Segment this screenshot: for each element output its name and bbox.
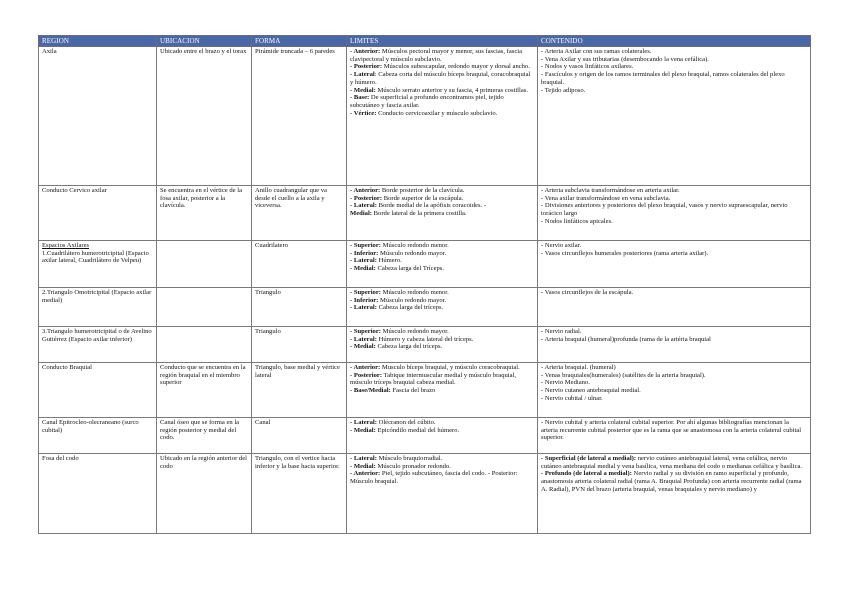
header-forma: FORMA xyxy=(252,36,347,47)
limites-line xyxy=(350,289,534,297)
region-line: Conducto Cervico axilar xyxy=(42,187,107,194)
cell-contenido xyxy=(538,186,811,241)
limites-line xyxy=(350,463,534,471)
limites-text: Borde lateral de la primera costilla. xyxy=(371,210,467,218)
cell-contenido xyxy=(538,418,811,454)
limites-line xyxy=(350,372,534,387)
limites-label: - Base: xyxy=(350,94,370,102)
limites-text: Músculo pronador redondo. xyxy=(375,462,451,470)
header-limites: LIMITES xyxy=(347,36,538,47)
limites-text: Músculos pectoral mayor y menor, sus fascias, fascia clavipectoral y músculo subclavio. xyxy=(350,48,523,63)
limites-text: Olécranon del cúbito. xyxy=(376,419,436,426)
cell-forma xyxy=(252,363,347,418)
limites-text: Músculo redondo menor. xyxy=(380,289,449,296)
limites-text: Conducto cervicoaxilar y músculo subclavio. xyxy=(376,109,498,117)
cell-region xyxy=(39,327,157,363)
header-ubicacion: UBICACION xyxy=(157,36,252,47)
forma-line: Pirámide truncada – 6 paredes xyxy=(255,48,335,55)
contenido-line: - Nervio cubital y arteria colateral cubital superior. Por ahí algunas bibliografías mencionan la arteria recurrente cubital posterior que es la rama que se anastomosa con la arteria colateral cubital superior. xyxy=(541,419,802,442)
limites-line xyxy=(350,470,534,485)
cell-forma xyxy=(252,47,347,186)
limites-label: Medial: xyxy=(350,210,372,218)
contenido-line xyxy=(541,470,807,493)
contenido-line: - Nodos linfáticos apicales. xyxy=(541,217,613,225)
cell-ubicacion xyxy=(157,47,252,186)
ubicacion-line: Se encuentra en el vértice de la fosa axilar, posterior a la clavícula. xyxy=(160,187,243,210)
cell-limites xyxy=(347,241,538,288)
contenido-line: - Fascículos y origen de los ramos terminales del plexo braquial, ramos colaterales del plexo braquial. xyxy=(541,71,785,86)
limites-label: - Medial: xyxy=(350,462,376,470)
limites-label: - Medial: xyxy=(350,343,376,351)
limites-text: Húmero y cabeza lateral del tríceps. xyxy=(376,335,474,343)
ubicacion-line: Ubicado en la región anterior del codo xyxy=(160,455,247,470)
limites-line xyxy=(350,328,534,336)
cell-ubicacion xyxy=(157,327,252,363)
ubicacion-line: Ubicado entre el brazo y el torax xyxy=(160,48,247,55)
cell-contenido xyxy=(538,47,811,186)
cell-limites xyxy=(347,186,538,241)
contenido-line: - Arteria braquial. (humeral) xyxy=(541,364,616,371)
limites-line xyxy=(350,387,534,395)
limites-label: - Vértice: xyxy=(350,109,377,117)
document-sheet xyxy=(38,35,810,534)
limites-label: - Lateral: xyxy=(350,304,377,312)
region-line: Conducto Braquial xyxy=(42,364,92,371)
limites-text: Epicóndilo medial del húmero. xyxy=(375,426,460,434)
table-row xyxy=(39,418,811,454)
limites-text: Músculos subescapular, redondo mayor y dorsal ancho. xyxy=(382,63,530,71)
limites-text: Músculo redondo menor. xyxy=(380,242,449,249)
limites-label: - Lateral xyxy=(350,71,375,79)
limites-label: - Anterior: xyxy=(350,187,381,194)
forma-line: Triangulo, con el vertice hacia inferior y la base hacia superior. xyxy=(255,455,340,470)
limites-text: Músculo redondo mayor. xyxy=(378,249,447,257)
limites-label: - Base/Medial: xyxy=(350,387,391,395)
table-row xyxy=(39,47,811,186)
contenido-label: - Superficial (de lateral a medial): xyxy=(541,455,637,462)
cell-ubicacion xyxy=(157,241,252,288)
header-contenido: CONTENIDO xyxy=(538,36,811,47)
cell-region xyxy=(39,241,157,288)
cell-ubicacion xyxy=(157,418,252,454)
limites-line xyxy=(350,455,534,463)
limites-text: Tabique intermuscular medial y músculo braquial, músculo tríceps braquial cabeza medial. xyxy=(350,371,517,387)
limites-text: Cabeza larga del tríceps. xyxy=(375,343,443,351)
limites-line xyxy=(350,250,534,258)
cell-region xyxy=(39,288,157,327)
cell-contenido xyxy=(538,241,811,288)
region-line: 1.Cuadrilátero humerotricipital (Espacio axilar lateral, Cuadrilátero de Velpeu) xyxy=(42,249,149,265)
forma-line: Cuadrilatero xyxy=(255,242,288,249)
contenido-line: - Nervio cutaneo antebraquial medial. xyxy=(541,387,641,395)
table-row xyxy=(39,363,811,418)
header-region: REGION xyxy=(39,36,157,47)
limites-line xyxy=(350,265,534,273)
cell-contenido xyxy=(538,454,811,534)
cell-forma xyxy=(252,454,347,534)
table-row xyxy=(39,241,811,288)
limites-line xyxy=(350,257,534,265)
table-row xyxy=(39,186,811,241)
cell-forma xyxy=(252,327,347,363)
region-section-title: Espacios Axilares xyxy=(42,242,90,249)
limites-label: - Anterior: xyxy=(350,48,381,55)
limites-text: Músculo braquiorradial. xyxy=(376,455,443,462)
limites-text: Cabeza larga del Tríceps. xyxy=(375,265,445,273)
cell-contenido xyxy=(538,327,811,363)
cell-contenido xyxy=(538,288,811,327)
forma-line: Triangulo, base medial y vértice lateral xyxy=(255,364,340,379)
table-header-row xyxy=(39,36,811,47)
limites-line xyxy=(350,63,534,71)
contenido-line: - Nervio radial. xyxy=(541,328,582,335)
limites-text: : Cabeza corta del músculo bíceps braquial, coracobraquial y húmero. xyxy=(350,71,531,86)
limites-line xyxy=(350,71,534,86)
cell-forma xyxy=(252,241,347,288)
limites-text: Borde posterior de la clavícula. xyxy=(380,187,465,194)
contenido-line: - Vena axilar transformándose en vena subclavia. xyxy=(541,194,671,202)
contenido-line: - Venas braquiales(humerales) (satélites de la arteria braquial). xyxy=(541,371,706,379)
region-line: Axila xyxy=(42,48,57,55)
cell-limites xyxy=(347,418,538,454)
contenido-line xyxy=(541,455,807,470)
ubicacion-line: Canal óseo que se forma en la región posterior y medial del codo. xyxy=(160,419,240,442)
limites-label: - Inferior: xyxy=(350,296,379,304)
region-line: Fosa del codo xyxy=(42,455,79,462)
limites-line xyxy=(350,343,534,351)
limites-text: Borde superior de la escápula. xyxy=(382,194,464,202)
limites-line xyxy=(350,202,534,210)
cell-limites xyxy=(347,47,538,186)
limites-label: - Lateral: xyxy=(350,419,377,426)
limites-line xyxy=(350,427,534,435)
limites-label: - Inferior: xyxy=(350,249,379,257)
limites-text: Músculo serrato anterior y su fascia, 4 primeras costillas. xyxy=(375,86,528,94)
limites-label: - Superior: xyxy=(350,242,381,249)
limites-line xyxy=(350,48,534,63)
contenido-text: nervio cutáneo antebraquial lateral, vena cefálica, nervio cutáneo antebraquial medial y vena basílica, vena mediana del codo o medianas cefálica y basílica. xyxy=(541,455,803,470)
cell-ubicacion xyxy=(157,186,252,241)
limites-label: - Superior: xyxy=(350,328,381,335)
limites-line xyxy=(350,364,534,372)
limites-line xyxy=(350,419,534,427)
contenido-line: - Arteria braquial (humeral)profunda (rama de la artéria braquial xyxy=(541,335,711,343)
forma-line: Anillo cuadrangular que va desde el cuello a la axila y viceversa. xyxy=(255,187,327,210)
limites-label: - Lateral: xyxy=(350,202,377,210)
contenido-line: - Nervio cubital / ulnar. xyxy=(541,394,603,402)
limites-line xyxy=(350,242,534,250)
limites-text: Cabeza larga del tríceps. xyxy=(376,304,444,312)
table-row xyxy=(39,454,811,534)
limites-line xyxy=(350,336,534,344)
cell-contenido xyxy=(538,363,811,418)
limites-line xyxy=(350,304,534,312)
limites-text: Borde medial de la apófisis coracoides. - xyxy=(376,202,487,210)
cell-forma xyxy=(252,418,347,454)
contenido-label: - Profundo (de lateral a medial): xyxy=(541,470,632,478)
limites-label: - Posterior: xyxy=(350,371,383,379)
limites-line xyxy=(350,187,534,195)
limites-text: Húmero. xyxy=(376,257,402,265)
contenido-line: - Divisiones anteriores y posteriores del plexo braquial, vasos y nervio supraescapular, nervio torácico largo xyxy=(541,202,788,218)
limites-label: - Posterior: xyxy=(350,194,383,202)
cell-forma xyxy=(252,288,347,327)
contenido-line: - Arteria subclavia transformándose en arteria axilar. xyxy=(541,187,680,194)
forma-line: Triangulo xyxy=(255,289,281,296)
limites-label: - Medial: xyxy=(350,265,376,273)
cell-region xyxy=(39,47,157,186)
cell-limites xyxy=(347,327,538,363)
limites-label: - Medial: xyxy=(350,86,376,94)
limites-text: De superficial a profundo encontramos piel, tejido subcutáneo y fascia axilar. xyxy=(350,94,504,109)
contenido-line: - Vasos circunflejos de la escápula. xyxy=(541,289,634,296)
cell-region xyxy=(39,454,157,534)
limites-text: Piel, tejido subcutáneo, fascia del codo. - Posterior: Músculo braquial. xyxy=(350,470,518,486)
limites-label: - Posterior: xyxy=(350,63,383,71)
cell-limites xyxy=(347,454,538,534)
table-row xyxy=(39,327,811,363)
limites-line xyxy=(350,297,534,305)
contenido-line: - Nervio axilar. xyxy=(541,242,582,249)
contenido-line: - Tejido adiposo. xyxy=(541,86,586,94)
region-line: 3.Triangulo humerotricipital o de Avelino Gutiérrez (Espacio axilar inferior) xyxy=(42,328,152,343)
table-row xyxy=(39,288,811,327)
region-line: 2.Triangulo Omotricipital (Espacio axilar medial) xyxy=(42,289,152,304)
cell-forma xyxy=(252,186,347,241)
limites-label: - Superior: xyxy=(350,289,381,296)
contenido-line: - Vena Axilar y sus tributarias (desembocando la vena cefálica). xyxy=(541,55,709,63)
limites-label: - Anterior: xyxy=(350,470,381,478)
limites-line xyxy=(350,195,534,203)
limites-label: - Medial: xyxy=(350,426,376,434)
limites-line xyxy=(350,110,534,118)
limites-text: Fascia del brazo xyxy=(390,387,436,395)
limites-text: Músculo redondo mayor. xyxy=(380,328,449,335)
limites-text: Músculo redondo mayor. xyxy=(378,296,447,304)
forma-line: Canal xyxy=(255,419,271,426)
limites-line xyxy=(350,210,467,217)
limites-text: Musculo bíceps braquial, y músculo coracobraquial. xyxy=(380,364,520,371)
ubicacion-line: Conducto que se encuentra en la región braquial en el miembro superior xyxy=(160,364,246,387)
forma-line: Triangulo xyxy=(255,328,281,335)
cell-ubicacion xyxy=(157,288,252,327)
region-line: Canal Epitrocleo-olecraneano (surco cubital) xyxy=(42,419,139,434)
limites-line xyxy=(350,87,534,95)
contenido-line: - Arteria Axilar con sus ramas colaterales. xyxy=(541,48,652,55)
anatomy-table xyxy=(38,35,811,534)
limites-label: - Lateral: xyxy=(350,455,377,462)
limites-label: - Lateral: xyxy=(350,257,377,265)
cell-region xyxy=(39,418,157,454)
contenido-line: - Nervio Mediano. xyxy=(541,379,590,387)
contenido-line: - Nodos y vasos linfáticos axilares. xyxy=(541,63,634,71)
contenido-text: Nervio radial y su división en ramo superficial y profundo, anastomosis arteria colateral radial (rama A. Braquial Profunda) con arteria recurrente radial (rama A. Radial), PVN del brazo (arteria braquial, venas braquiales y nervio mediano) y xyxy=(541,470,802,493)
cell-ubicacion xyxy=(157,363,252,418)
cell-ubicacion xyxy=(157,454,252,534)
cell-region xyxy=(39,186,157,241)
limites-line xyxy=(350,94,534,109)
cell-limites xyxy=(347,288,538,327)
limites-label: - Lateral: xyxy=(350,335,377,343)
cell-limites xyxy=(347,363,538,418)
contenido-line: - Vasos circunflejos humerales posteriores (rama arteria axilar). xyxy=(541,249,709,257)
limites-label: - Anterior: xyxy=(350,364,381,371)
cell-region xyxy=(39,363,157,418)
